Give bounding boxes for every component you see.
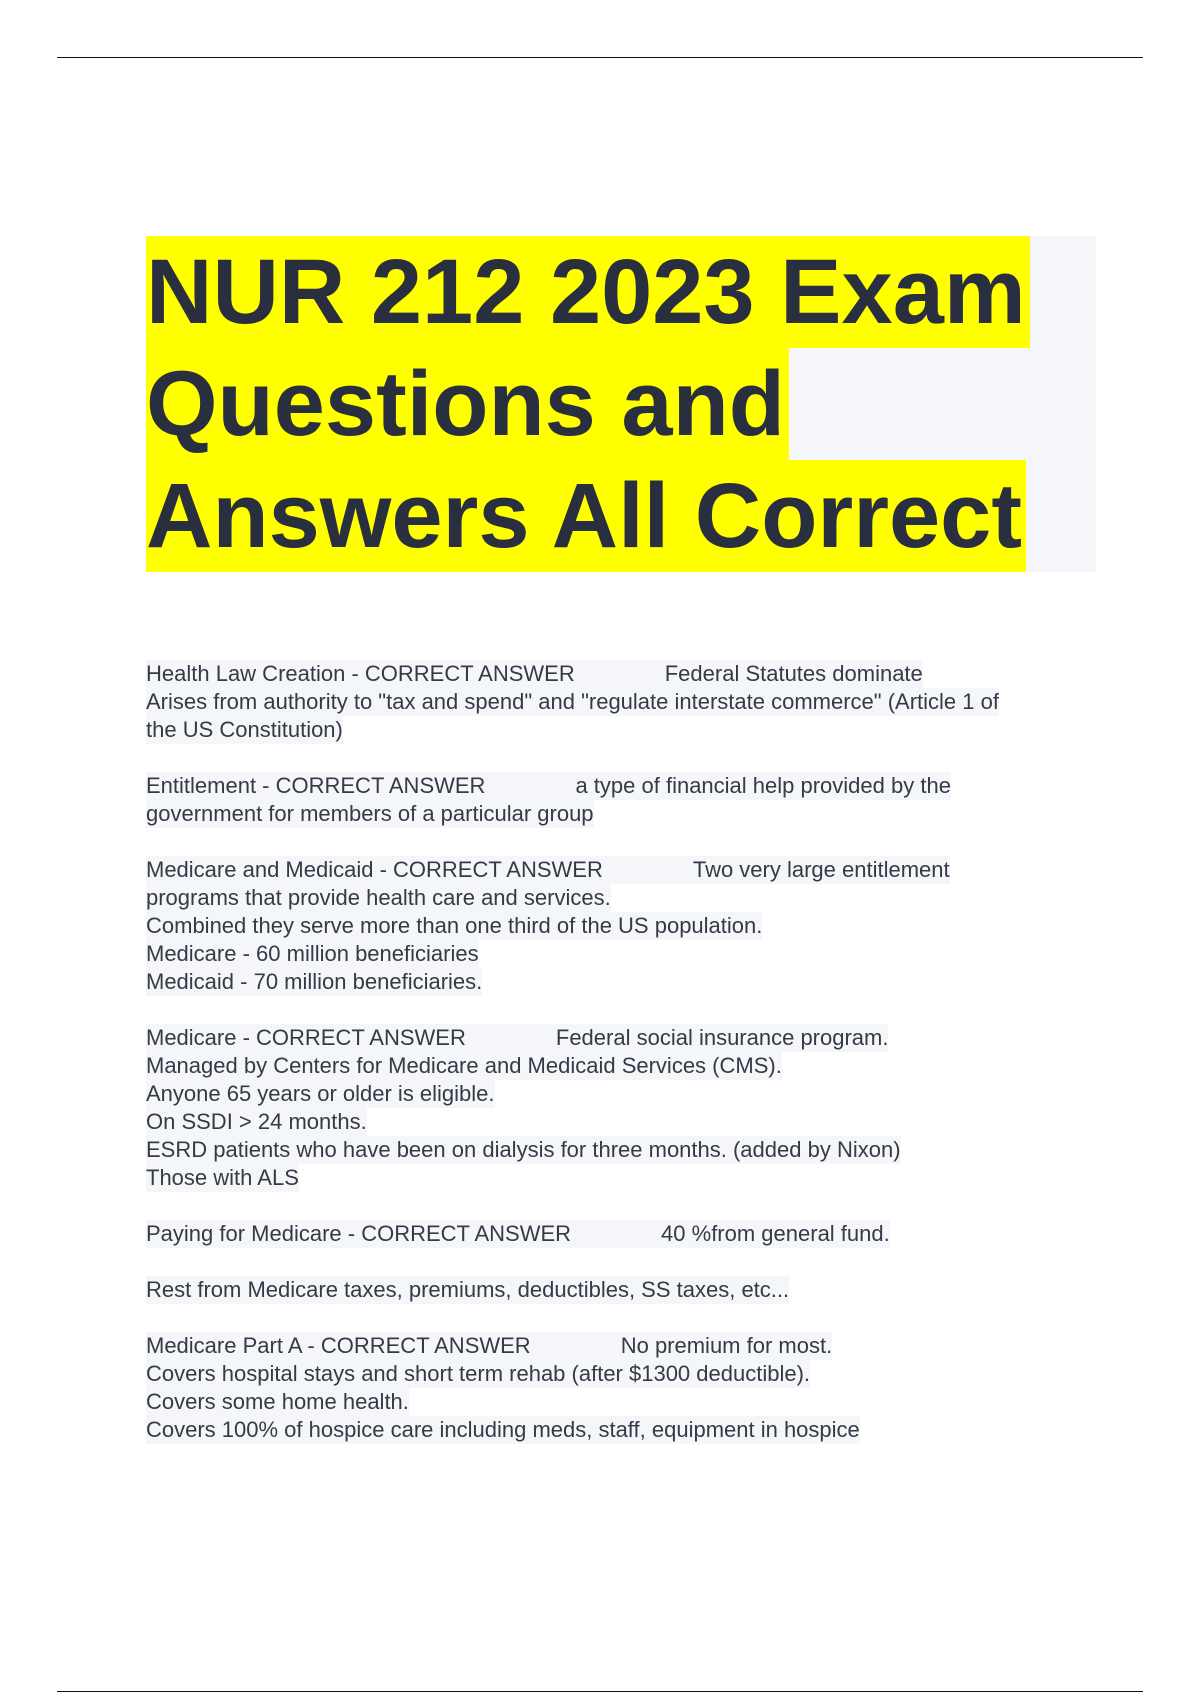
qa-item	[146, 1332, 1096, 1444]
qa-item	[146, 1024, 1096, 1192]
qa-answer-line: programs that provide health care and services.	[146, 885, 611, 910]
qa-item	[146, 1276, 1096, 1304]
qa-answer-line: Arises from authority to "tax and spend" and "regulate interstate commerce" (Article 1 of	[146, 689, 999, 714]
qa-answer: a type of financial help provided by the	[575, 773, 951, 798]
title-block	[146, 236, 1096, 572]
qa-term: Health Law Creation - CORRECT ANSWER	[146, 661, 575, 686]
qa-answer-line: On SSDI > 24 months.	[146, 1109, 367, 1134]
title-line: Questions and	[146, 348, 789, 460]
qa-answer-line: Covers some home health.	[146, 1389, 409, 1414]
qa-answer: Federal social insurance program.	[555, 1025, 889, 1050]
qa-first-line	[146, 1332, 832, 1360]
qa-first-line	[146, 660, 923, 688]
qa-item	[146, 772, 1096, 828]
qa-answer-line: Medicare - 60 million beneficiaries	[146, 941, 479, 966]
qa-term: Medicare - CORRECT ANSWER	[146, 1025, 466, 1050]
qa-term: Medicare Part A - CORRECT ANSWER	[146, 1333, 531, 1358]
title-line: Answers All Correct	[146, 460, 1026, 572]
qa-answer-line: Covers 100% of hospice care including meds, staff, equipment in hospice	[146, 1417, 860, 1442]
qa-term: Paying for Medicare - CORRECT ANSWER	[146, 1221, 572, 1246]
qa-term: Entitlement - CORRECT ANSWER	[146, 773, 486, 798]
qa-answer: No premium for most.	[620, 1333, 833, 1358]
qa-answer: Two very large entitlement	[692, 857, 950, 882]
qa-answer-line: ESRD patients who have been on dialysis for three months. (added by Nixon)	[146, 1137, 901, 1162]
qa-answer-line: Medicaid - 70 million beneficiaries.	[146, 969, 483, 994]
qa-answer: 40 %from general fund.	[661, 1221, 890, 1246]
qa-first-line	[146, 856, 950, 884]
qa-answer-line: Anyone 65 years or older is eligible.	[146, 1081, 495, 1106]
qa-list	[146, 660, 1096, 1472]
qa-answer-line: Those with ALS	[146, 1165, 299, 1190]
qa-first-line	[146, 1220, 890, 1248]
qa-first-line	[146, 1024, 888, 1052]
qa-item	[146, 1220, 1096, 1248]
qa-first-line	[146, 772, 951, 800]
title-line: NUR 212 2023 Exam	[146, 236, 1030, 348]
qa-answer-line: Rest from Medicare taxes, premiums, deductibles, SS taxes, etc...	[146, 1277, 790, 1302]
qa-answer-line: Managed by Centers for Medicare and Medicaid Services (CMS).	[146, 1053, 782, 1078]
qa-item	[146, 660, 1096, 744]
bottom-rule	[57, 1691, 1143, 1692]
qa-answer: Federal Statutes dominate	[664, 661, 923, 686]
qa-answer-line: government for members of a particular group	[146, 801, 594, 826]
qa-answer-line: Combined they serve more than one third of the US population.	[146, 913, 763, 938]
qa-item	[146, 856, 1096, 996]
qa-answer-line: Covers hospital stays and short term rehab (after $1300 deductible).	[146, 1361, 811, 1386]
top-rule	[57, 57, 1143, 58]
qa-term: Medicare and Medicaid - CORRECT ANSWER	[146, 857, 603, 882]
qa-answer-line: the US Constitution)	[146, 717, 343, 742]
document-title	[146, 236, 1096, 572]
